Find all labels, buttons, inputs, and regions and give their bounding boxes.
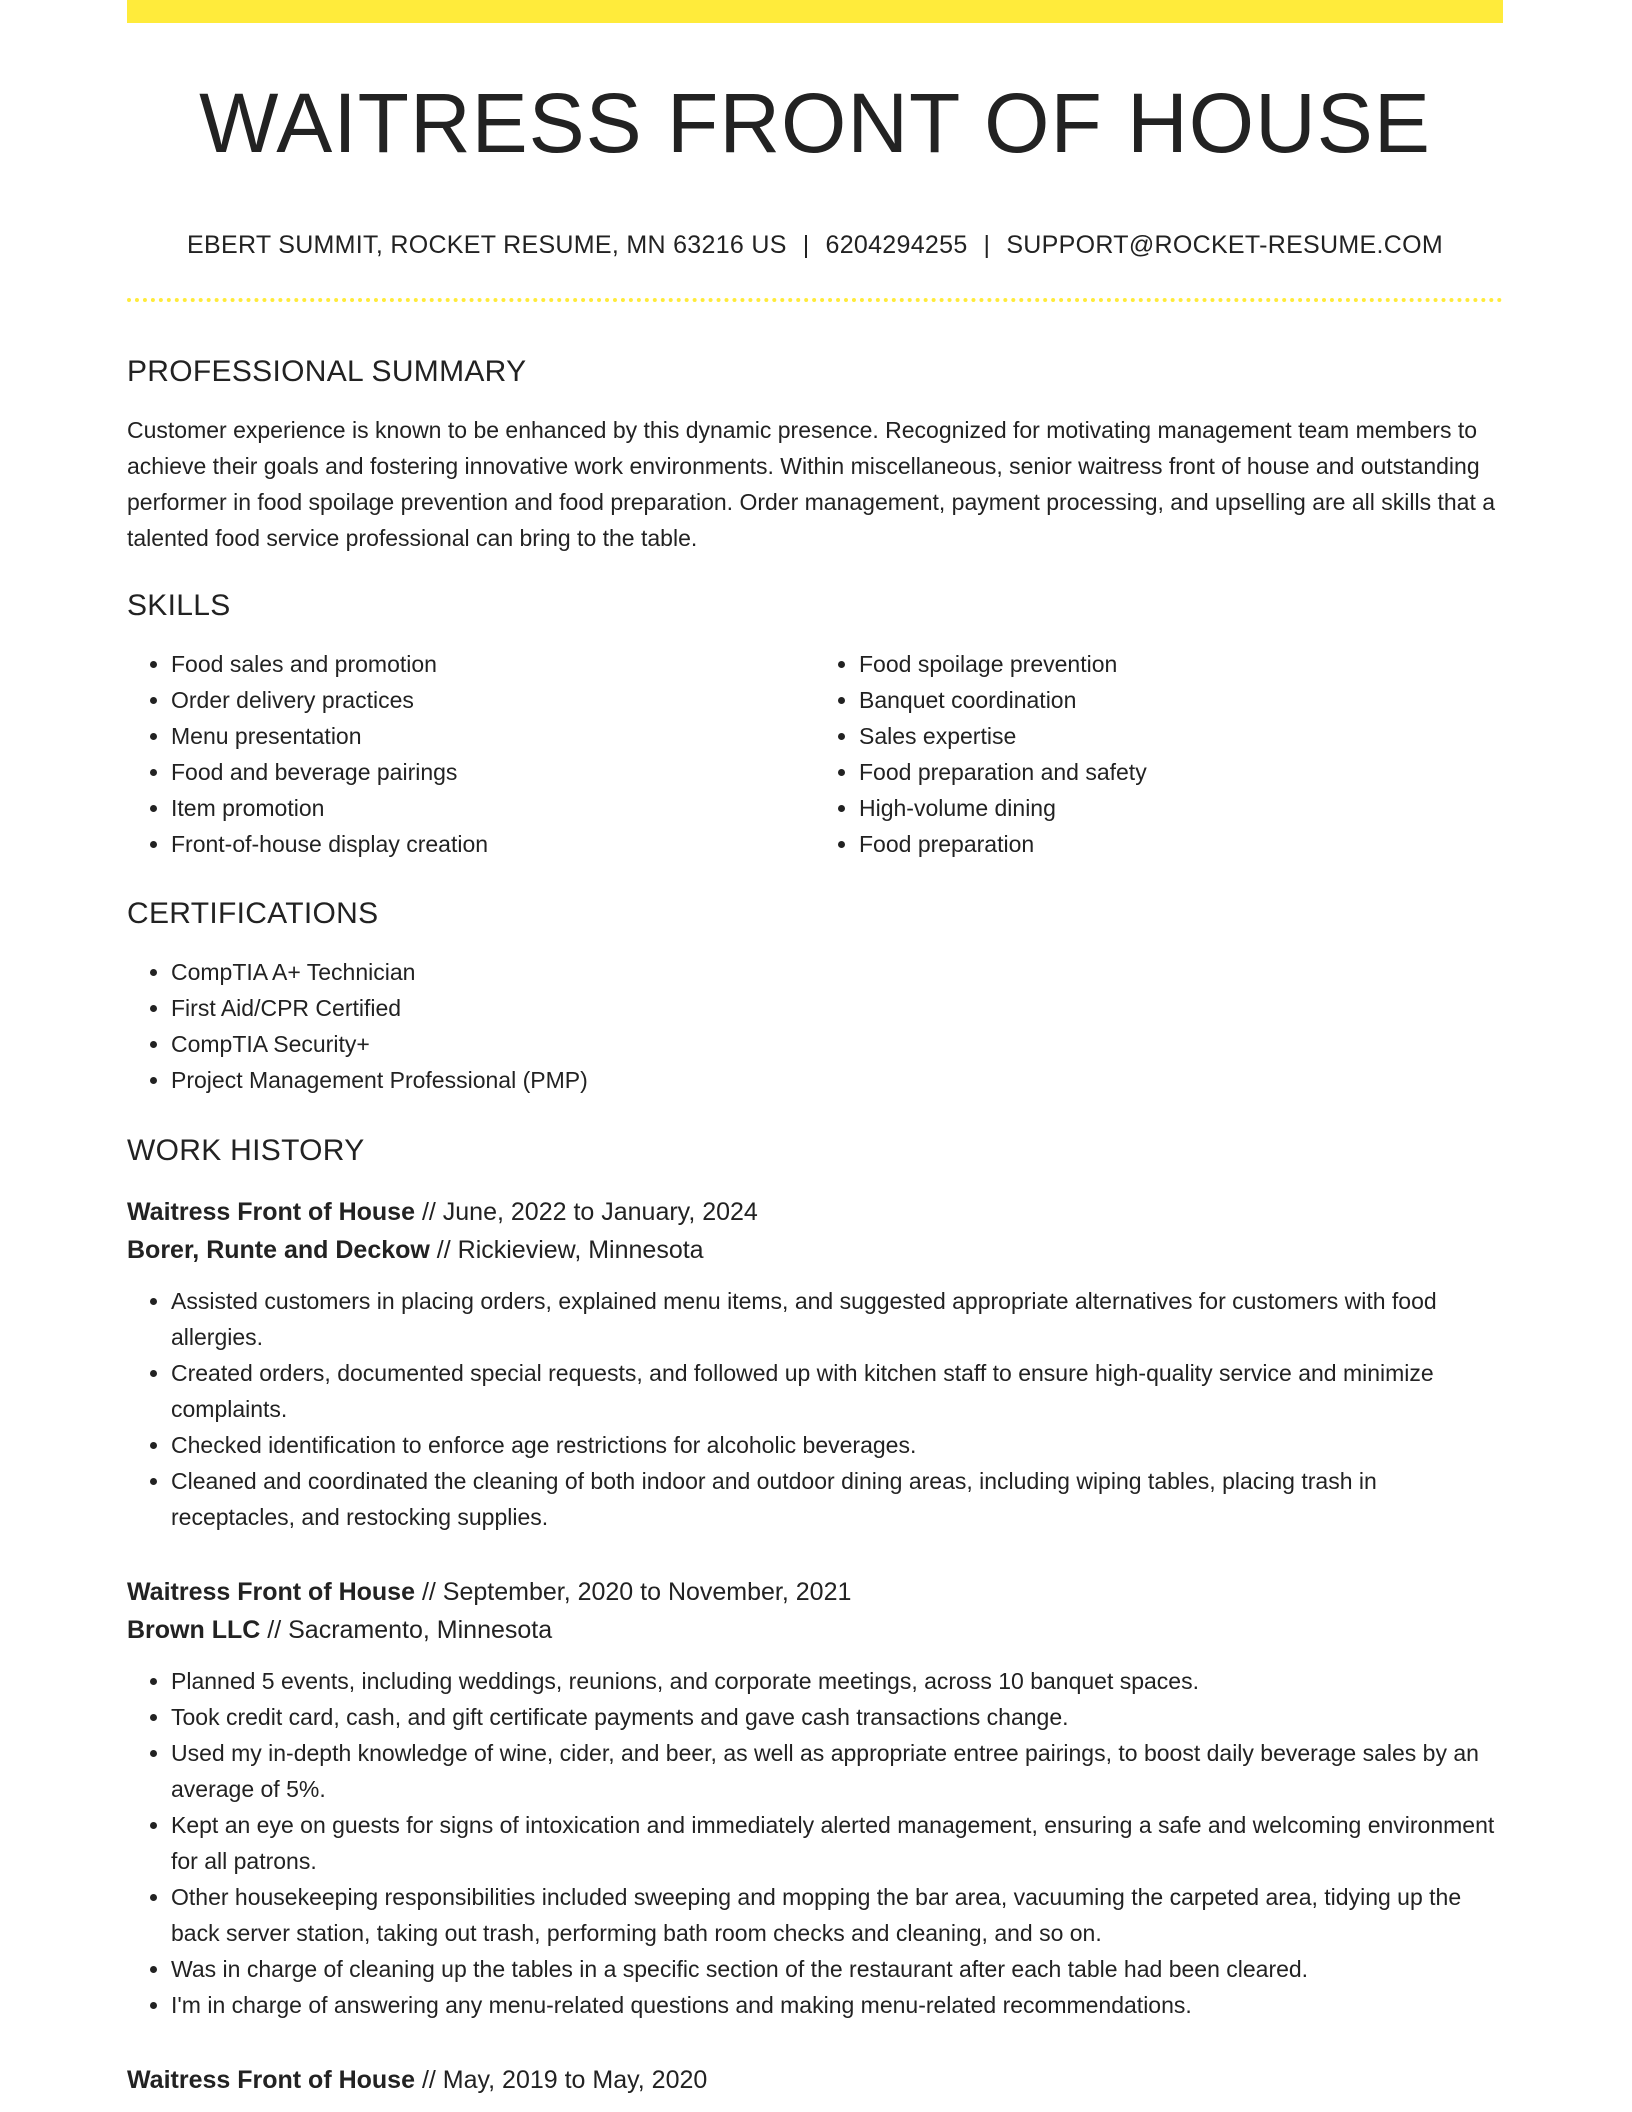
skill-item: • Food spoilage prevention <box>859 646 1503 682</box>
candidate-name: WAITRESS FRONT OF HOUSE <box>199 76 1431 170</box>
job-bullet: • I'm in charge of answering any menu-related questions and making menu-related recommendations. <box>171 1987 1503 2023</box>
skills-section <box>127 591 1503 862</box>
certification-item: • CompTIA A+ Technician <box>171 954 1503 990</box>
certifications-list <box>127 954 1503 1098</box>
job-dates: // June, 2022 to January, 2024 <box>415 1198 758 1226</box>
job-bullet: • Planned 5 events, including weddings, reunions, and corporate meetings, across 10 banquet spaces. <box>171 1663 1503 1699</box>
job-bullets <box>127 1663 1503 2023</box>
job-bullet: • Other housekeeping responsibilities included sweeping and mopping the bar area, vacuuming the carpeted area, tidying up the back server station, taking out trash, performing bath room checks and cleaning, and so on. <box>171 1879 1503 1951</box>
job-bullet: • Kept an eye on guests for signs of intoxication and immediately alerted management, ensuring a safe and welcoming environment for all patrons. <box>171 1807 1503 1879</box>
summary-heading: PROFESSIONAL SUMMARY <box>127 355 527 388</box>
job-bullet: • Cleaned and coordinated the cleaning of both indoor and outdoor dining areas, including wiping tables, placing trash in receptacles, and restocking supplies. <box>171 1463 1503 1535</box>
skills-grid <box>127 646 1503 862</box>
certification-item: • First Aid/CPR Certified <box>171 990 1503 1026</box>
header-divider <box>127 298 1503 302</box>
job-entry <box>127 1573 1503 2023</box>
contact-email: SUPPORT@ROCKET-RESUME.COM <box>1006 231 1443 259</box>
job-bullet: • Checked identification to enforce age restrictions for alcoholic beverages. <box>171 1427 1503 1463</box>
job-entry <box>127 2061 1503 2099</box>
certification-item: • CompTIA Security+ <box>171 1026 1503 1062</box>
job-title: Waitress Front of House <box>127 2066 415 2094</box>
job-company-line <box>127 1231 1503 1269</box>
job-bullets <box>127 1283 1503 1535</box>
job-company-line <box>127 1611 1503 1649</box>
job-bullet: • Created orders, documented special requests, and followed up with kitchen staff to ensure high-quality service and minimize complaints. <box>171 1355 1503 1427</box>
skill-item: • Sales expertise <box>859 718 1503 754</box>
job-entry <box>127 1193 1503 1535</box>
work-history-heading: WORK HISTORY <box>127 1134 365 1167</box>
skill-item: • Order delivery practices <box>171 682 815 718</box>
skill-item: • Front-of-house display creation <box>171 826 815 862</box>
certification-item: • Project Management Professional (PMP) <box>171 1062 1503 1098</box>
contact-phone: 6204294255 <box>825 231 968 259</box>
skill-item: • Food sales and promotion <box>171 646 815 682</box>
job-location: // Rickieview, Minnesota <box>429 1236 704 1264</box>
contact-line <box>127 231 1503 260</box>
skill-item: • Food and beverage pairings <box>171 754 815 790</box>
job-bullet: • Was in charge of cleaning up the tables in a specific section of the restaurant after each table had been cleared. <box>171 1951 1503 1987</box>
job-title-line <box>127 1193 1503 1231</box>
skill-item: • High-volume dining <box>859 790 1503 826</box>
resume-page <box>127 0 1503 302</box>
skill-item: • Food preparation <box>859 826 1503 862</box>
job-title-line <box>127 1573 1503 1611</box>
job-dates: // May, 2019 to May, 2020 <box>415 2066 708 2094</box>
contact-address: EBERT SUMMIT, ROCKET RESUME, MN 63216 US <box>187 231 787 259</box>
job-company: Borer, Runte and Deckow <box>127 1236 430 1264</box>
skills-list-right <box>815 646 1503 862</box>
job-title-line <box>127 2061 1503 2099</box>
job-location: // Sacramento, Minnesota <box>260 1616 553 1644</box>
job-bullet: • Assisted customers in placing orders, explained menu items, and suggested appropriate alternatives for customers with food allergies. <box>171 1283 1503 1355</box>
certifications-section <box>127 899 1503 1098</box>
skill-item: • Item promotion <box>171 790 815 826</box>
skills-list-left <box>127 646 815 862</box>
job-title: Waitress Front of House <box>127 1198 415 1226</box>
work-history-section <box>127 1136 1503 1166</box>
job-dates: // September, 2020 to November, 2021 <box>415 1578 852 1606</box>
summary-text: Customer experience is known to be enhanced by this dynamic presence. Recognized for motivating management team members to achieve their goals and fostering innovative work environments. Within miscellaneous, senior waitress front of house and outstanding performer in food spoilage prevention and food preparation. Order management, payment processing, and upselling are all skills that a talented food service professional can bring to the table. <box>127 417 1496 551</box>
contact-separator: | <box>983 231 991 259</box>
certifications-heading: CERTIFICATIONS <box>127 897 379 930</box>
skill-item: • Food preparation and safety <box>859 754 1503 790</box>
job-title: Waitress Front of House <box>127 1578 415 1606</box>
job-bullet: • Used my in-depth knowledge of wine, cider, and beer, as well as appropriate entree pairings, to boost daily beverage sales by an average of 5%. <box>171 1735 1503 1807</box>
skill-item: • Banquet coordination <box>859 682 1503 718</box>
job-company: Brown LLC <box>127 1616 261 1644</box>
skills-heading: SKILLS <box>127 589 231 622</box>
contact-separator: | <box>802 231 810 259</box>
summary-section <box>127 357 1503 556</box>
top-accent-bar <box>127 0 1503 23</box>
job-bullet: • Took credit card, cash, and gift certificate payments and gave cash transactions change. <box>171 1699 1503 1735</box>
skill-item: • Menu presentation <box>171 718 815 754</box>
